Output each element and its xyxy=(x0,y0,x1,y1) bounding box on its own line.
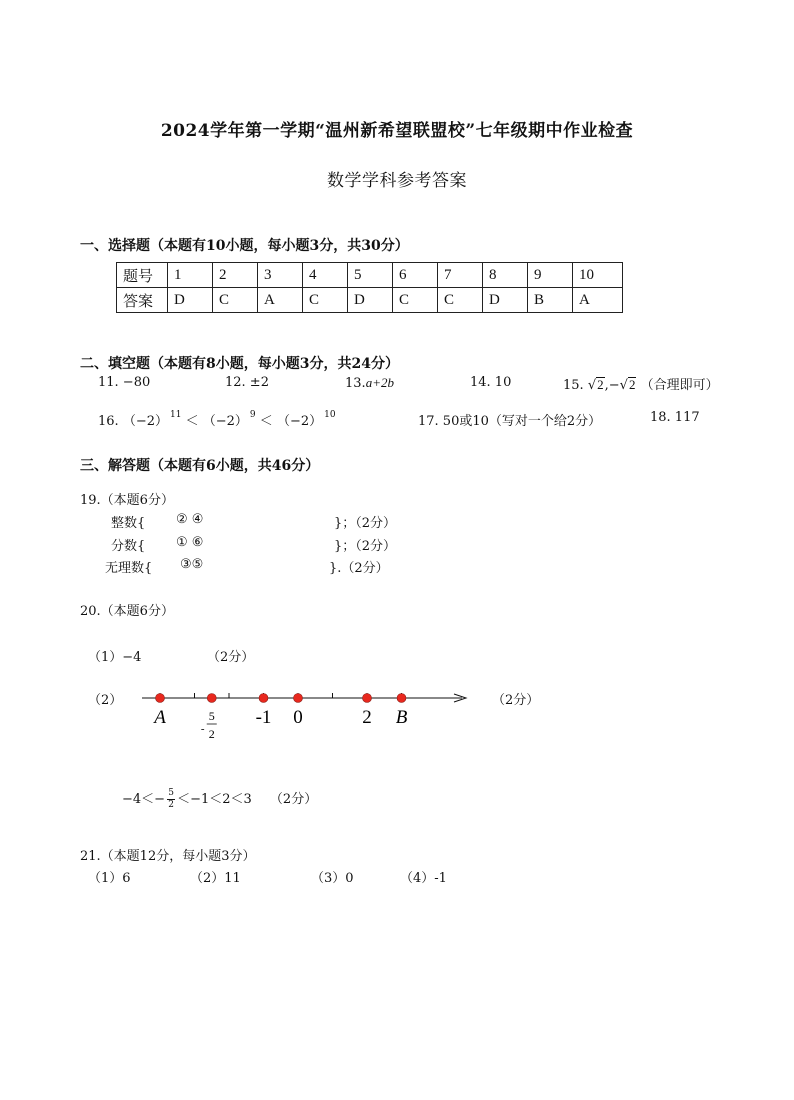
number-line-point xyxy=(397,694,406,703)
q15-number: 15. xyxy=(563,378,584,393)
answer-q11: 11. −80 xyxy=(98,375,151,390)
answer-q14: 14. 10 xyxy=(470,375,512,390)
q21-answer: （4）-1 xyxy=(400,871,447,886)
table-cell: 5 xyxy=(348,263,393,288)
q21-label: 21.（本题12分，每小题3分） xyxy=(80,849,256,864)
table-cell: A xyxy=(573,288,623,313)
section3-heading: 三、解答题（本题有6小题，共46分） xyxy=(80,458,320,474)
document-title: 2024学年第一学期“温州新希望联盟校”七年级期中作业检查 xyxy=(160,121,634,141)
table-cell: D xyxy=(168,288,213,313)
table-cell: 7 xyxy=(438,263,483,288)
fraction-label-denominator: 2 xyxy=(208,727,215,741)
fraction-numerator: 5 xyxy=(168,788,174,798)
q19-row-items: ① ⑥ xyxy=(176,535,204,550)
q15-separator: ,− xyxy=(604,378,620,393)
q15-radicand-2: 2 xyxy=(628,377,636,392)
q20-part1: （1）−4 xyxy=(88,650,142,665)
answer-q18: 18. 117 xyxy=(650,410,700,425)
q16-less-than: ＜ xyxy=(185,414,199,429)
table-cell: 2 xyxy=(213,263,258,288)
table-cell: 1 xyxy=(168,263,213,288)
table-cell: 10 xyxy=(573,263,623,288)
table-cell: 8 xyxy=(483,263,528,288)
sqrt-symbol: √ xyxy=(587,378,597,393)
q21-answer: （2）11 xyxy=(190,871,241,886)
inequality-right: ＜−1＜2＜3 xyxy=(177,792,252,807)
q20-part1-score: （2分） xyxy=(207,650,255,665)
q16-less-than: ＜ xyxy=(259,414,273,429)
q16-exponent: 10 xyxy=(324,410,336,420)
inequality-score: （2分） xyxy=(269,792,318,807)
number-line-point xyxy=(207,694,216,703)
table-cell: C xyxy=(393,288,438,313)
number-line-label: B xyxy=(395,707,408,728)
table-cell: 4 xyxy=(303,263,348,288)
number-line-point xyxy=(363,694,372,703)
q21-answer: （1）6 xyxy=(88,871,131,886)
table-cell: C xyxy=(213,288,258,313)
q13-expression: a+2b xyxy=(365,375,394,390)
sqrt-symbol: √ xyxy=(619,378,628,393)
table-cell: C xyxy=(303,288,348,313)
inequality-fraction xyxy=(167,789,175,810)
q19-row-end: }；（2分） xyxy=(334,516,397,531)
table-row-label: 题号 xyxy=(117,263,168,288)
q19-row-end: }.（2分） xyxy=(329,561,389,576)
q19-row-name: 无理数{ xyxy=(105,561,153,576)
answer-q12: 12. ±2 xyxy=(225,375,269,390)
document-subtitle: 数学学科参考答案 xyxy=(327,171,467,191)
table-cell: 9 xyxy=(528,263,573,288)
answer-q17: 17. 50或10（写对一个给2分） xyxy=(418,414,602,429)
q20-part2: （2） xyxy=(88,693,123,708)
q21-answer: （3）0 xyxy=(311,871,354,886)
q19-label: 19.（本题6分） xyxy=(80,493,174,508)
fraction-label-sign: - xyxy=(200,723,205,735)
number-line-point xyxy=(294,694,303,703)
table-cell: D xyxy=(348,288,393,313)
table-cell: 3 xyxy=(258,263,303,288)
inequality-left: −4＜− xyxy=(122,792,166,807)
number-line-label: A xyxy=(154,707,166,728)
q16-term: （−2） xyxy=(122,414,168,429)
q19-row-name: 分数{ xyxy=(111,539,146,554)
q19-row-items: ③⑤ xyxy=(180,557,204,572)
number-line-point xyxy=(259,694,268,703)
section2-heading: 二、填空题（本题有8小题，每小题3分，共24分） xyxy=(80,356,399,372)
q19-row-name: 整数{ xyxy=(111,516,146,531)
q15-radicand-1: 2 xyxy=(597,377,604,392)
number-line-label: 2 xyxy=(362,707,372,728)
number-line-point xyxy=(156,694,165,703)
q15-note: （合理即可） xyxy=(640,378,719,393)
q20-label: 20.（本题6分） xyxy=(80,604,174,619)
q16-exponent: 9 xyxy=(249,410,256,420)
table-cell: B xyxy=(528,288,573,313)
q20-inequality xyxy=(122,788,317,810)
table-cell: A xyxy=(258,288,303,313)
q20-part2-score: （2分） xyxy=(492,693,540,708)
table-row-label: 答案 xyxy=(117,288,168,313)
section1-heading: 一、选择题（本题有10小题，每小题3分，共30分） xyxy=(80,238,409,254)
q16-term: （−2） xyxy=(276,414,323,429)
number-line-label: 0 xyxy=(293,707,303,728)
q16-number: 16. xyxy=(98,414,119,429)
q13-number: 13. xyxy=(345,376,366,391)
table-cell: C xyxy=(438,288,483,313)
number-line-label: -1 xyxy=(255,707,272,728)
table-cell: 6 xyxy=(393,263,438,288)
table-cell: D xyxy=(483,288,528,313)
q19-row-items: ② ④ xyxy=(176,512,204,527)
q16-term: （−2） xyxy=(202,414,248,429)
q19-row-end: }；（2分） xyxy=(334,539,397,554)
q16-exponent: 11 xyxy=(170,410,182,420)
fraction-denominator: 2 xyxy=(168,800,174,810)
fraction-label-numerator: 5 xyxy=(208,709,215,723)
